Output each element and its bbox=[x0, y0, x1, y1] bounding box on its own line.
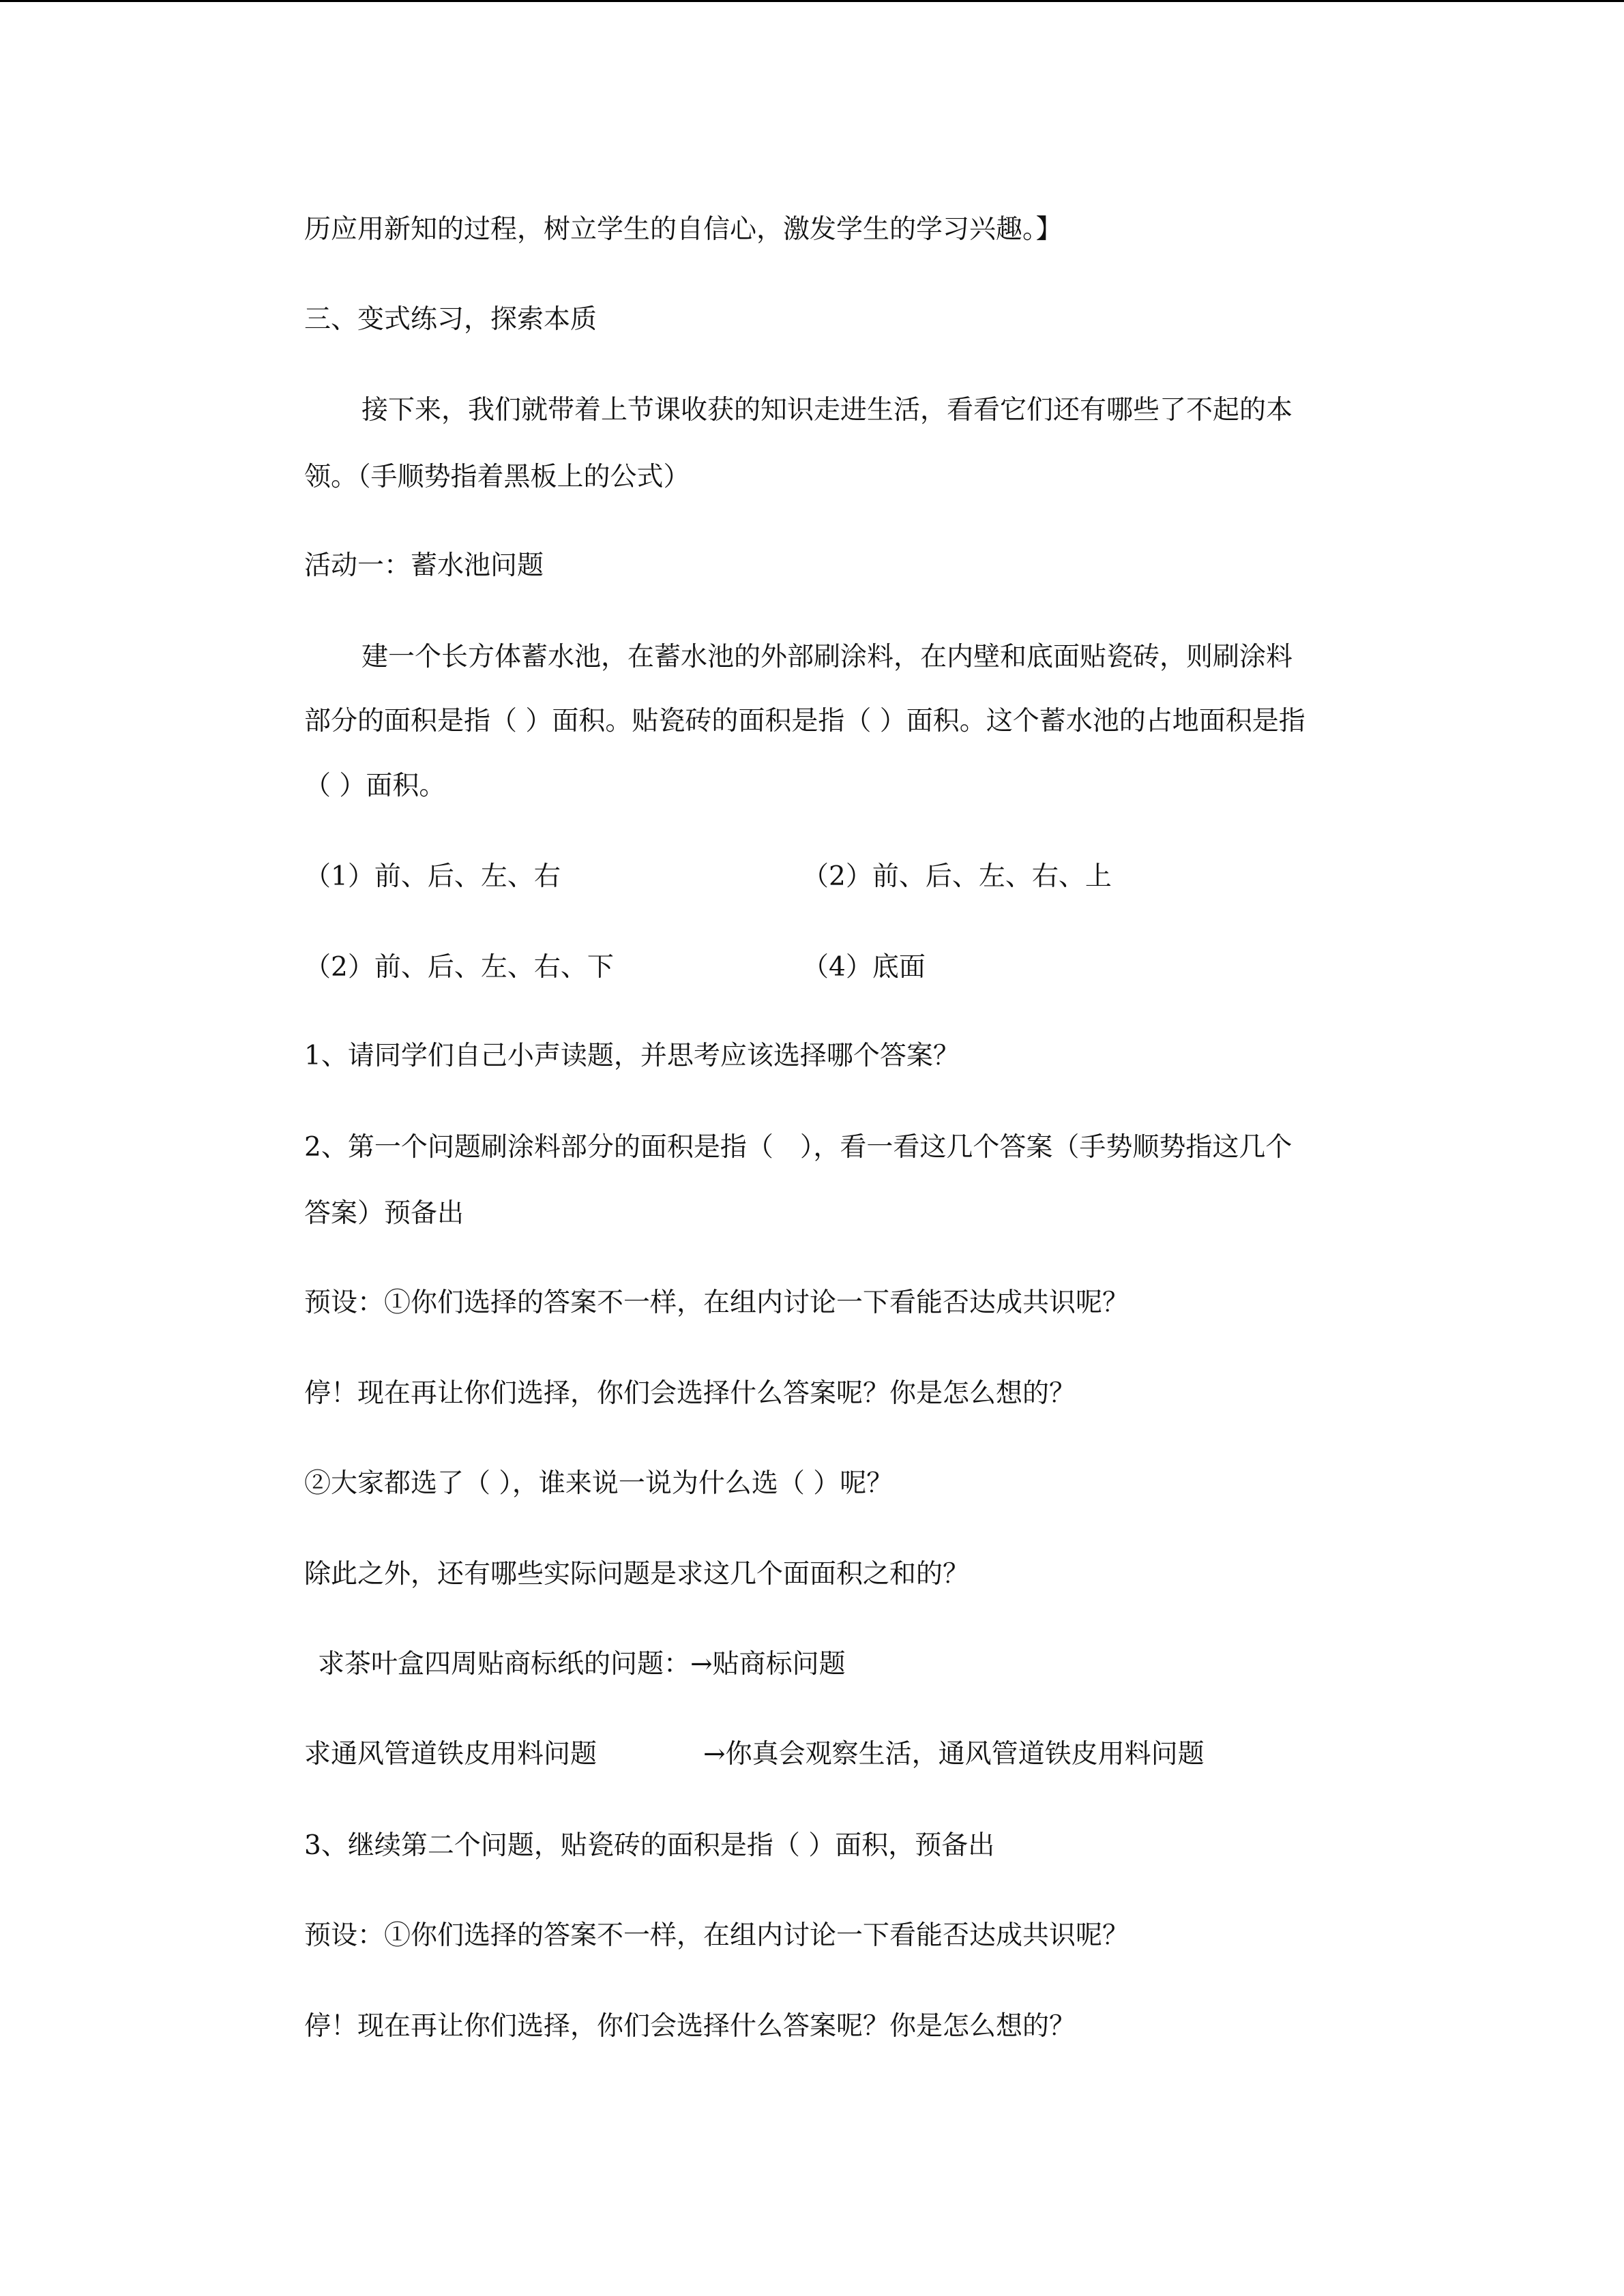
example-duct-response: →你真会观察生活，通风管道铁皮用料问题 bbox=[703, 1739, 1205, 1770]
preset-2: ②大家都选了（ ），谁来说一说为什么选（ ）呢？ bbox=[304, 1468, 894, 1499]
step-3: 3、继续第二个问题，贴瓷砖的面积是指（ ）面积，预备出 bbox=[304, 1830, 995, 1861]
stop-question-1: 停！现在再让你们选择，你们会选择什么答案呢？你是怎么想的？ bbox=[304, 1378, 1076, 1409]
extension-question: 除此之外，还有哪些实际问题是求这几个面面积之和的？ bbox=[304, 1559, 970, 1590]
section-heading: 三、变式练习，探索本质 bbox=[304, 304, 597, 335]
option-2: （2）前、后、左、右、上 bbox=[802, 861, 1112, 892]
step-2-line-2: 答案）预备出 bbox=[304, 1198, 464, 1229]
problem-line-1: 建一个长方体蓄水池，在蓄水池的外部刷涂料，在内壁和底面贴瓷砖，则刷涂料 bbox=[361, 642, 1293, 672]
activity-heading: 活动一：蓄水池问题 bbox=[304, 550, 544, 581]
problem-line-2: 部分的面积是指（ ）面积。贴瓷砖的面积是指（ ）面积。这个蓄水池的占地面积是指 bbox=[304, 706, 1305, 736]
option-4: （4）底面 bbox=[802, 952, 926, 983]
preset-1: 预设：①你们选择的答案不一样，在组内讨论一下看能否达成共识呢？ bbox=[304, 1287, 1130, 1318]
example-duct: 求通风管道铁皮用料问题 bbox=[304, 1739, 597, 1770]
option-3: （2）前、后、左、右、下 bbox=[304, 952, 614, 983]
paragraph-intro-line-1: 接下来，我们就带着上节课收获的知识走进生活，看看它们还有哪些了不起的本 bbox=[361, 395, 1293, 426]
step-2-line-1: 2、第一个问题刷涂料部分的面积是指（ ），看一看这几个答案（手势顺势指这几个 bbox=[304, 1132, 1293, 1163]
preset-3: 预设：①你们选择的答案不一样，在组内讨论一下看能否达成共识呢？ bbox=[304, 1920, 1130, 1951]
paragraph-continuation: 历应用新知的过程，树立学生的自信心，激发学生的学习兴趣。】 bbox=[304, 214, 1063, 245]
option-1: （1）前、后、左、右 bbox=[304, 861, 561, 892]
step-1: 1、请同学们自己小声读题，并思考应该选择哪个答案？ bbox=[304, 1041, 960, 1071]
stop-question-2: 停！现在再让你们选择，你们会选择什么答案呢？你是怎么想的？ bbox=[304, 2011, 1076, 2042]
problem-line-3: （ ）面积。 bbox=[304, 771, 446, 801]
paragraph-intro-line-2: 领。（手顺势指着黑板上的公式） bbox=[304, 462, 690, 492]
example-tea-box: 求茶叶盒四周贴商标纸的问题：→贴商标问题 bbox=[318, 1649, 846, 1680]
